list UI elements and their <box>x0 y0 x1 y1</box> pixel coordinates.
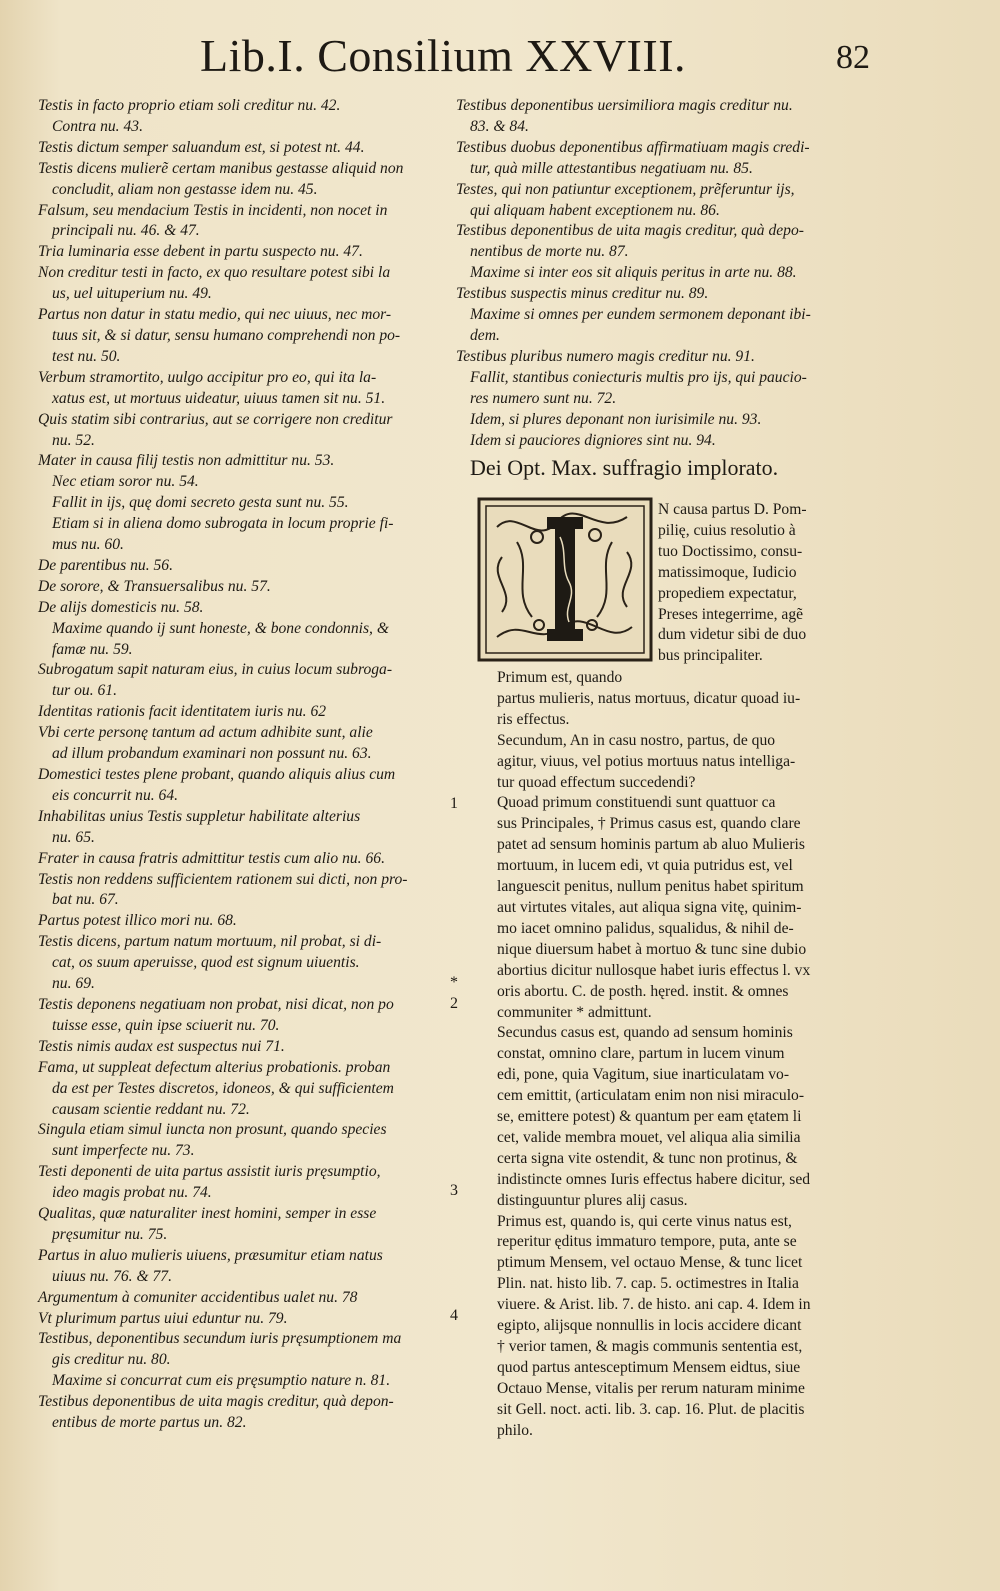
index-entry: Testis dictum semper saluandum est, si potest nt. 44. <box>38 138 365 156</box>
index-entry: Testi deponenti de uita partus assistit iuris pręsumptio, <box>38 1163 381 1181</box>
body-text <box>497 668 853 1442</box>
body-line: tur quoad effectum succedendi? <box>497 773 696 791</box>
index-entry: cat, os suum aperuisse, quod est signum uiuentis. <box>52 954 360 972</box>
index-entry: dem. <box>470 326 500 344</box>
body-line: agitur, viuus, vel potius mortuus natus intelliga- <box>497 752 796 770</box>
summary-index-right <box>456 96 850 451</box>
index-entry: sunt imperfecte nu. 73. <box>52 1142 195 1160</box>
body-line: cem emittit, (articulatam enim non nisi miraculo- <box>497 1087 805 1105</box>
index-entry: Qualitas, quæ naturaliter inest homini, semper in esse <box>38 1205 377 1223</box>
index-entry: Testibus, deponentibus secundum iuris pręsumptionem ma <box>38 1330 402 1348</box>
body-line: philo. <box>497 1421 533 1439</box>
index-entry: Fallit in ijs, quę domi secreto gesta sunt nu. 55. <box>52 494 349 512</box>
index-entry: Tria luminaria esse debent in partu suspecto nu. 47. <box>38 243 363 261</box>
index-entry: tuus sit, & si datur, sensu humano comprehendi non po- <box>52 326 401 344</box>
index-entry: nu. 65. <box>52 828 95 846</box>
index-entry: nentibus de morte nu. 87. <box>470 243 629 261</box>
body-line: patet ad sensum hominis partum ab aluo Mulieris <box>497 836 805 854</box>
intro-line: N causa partus D. Pom- <box>658 501 807 518</box>
body-line: sus Principales, † Primus casus est, quando clare <box>497 815 801 833</box>
index-entry: Singula etiam simul iuncta non prosunt, quando species <box>38 1121 387 1139</box>
body-line: cet, valide membra mouet, vel aliqua alia similia <box>497 1128 801 1146</box>
intro-line: propediem expectatur, <box>658 584 797 602</box>
index-entry: Testibus pluribus numero magis creditur nu. 91. <box>456 347 755 365</box>
body-line: mo iacet omnino palidus, squalidus, & nihil de- <box>497 919 794 937</box>
index-entry: Testibus duobus deponentibus affirmatiuam magis credi- <box>456 138 810 156</box>
index-entry: Domestici testes plene probant, quando aliquis alius cum <box>38 766 396 783</box>
index-entry: 83. & 84. <box>470 117 529 135</box>
index-entry: qui aliquam habent exceptionem nu. 86. <box>470 201 720 219</box>
body-line: Primus est, quando is, qui certe vinus natus est, <box>497 1212 792 1230</box>
margin-number-4: 4 <box>450 1307 458 1324</box>
index-entry: tur ou. 61. <box>52 682 117 700</box>
index-entry: Testes, qui non patiuntur exceptionem, prẽferuntur ijs, <box>456 180 795 198</box>
index-entry: Testis deponens negatiuam non probat, nisi dicat, non po <box>38 995 394 1013</box>
index-entry: nu. 69. <box>52 975 95 993</box>
body-line: ptimum Mensem, vel octauo Mense, & tunc licet <box>497 1254 803 1272</box>
index-entry: Vt plurimum partus uiui eduntur nu. 79. <box>38 1309 288 1327</box>
index-entry: res numero sunt nu. 72. <box>470 389 617 407</box>
margin-number-2: 2 <box>450 995 458 1012</box>
index-entry: pręsumitur nu. 75. <box>52 1225 168 1243</box>
index-entry: tuisse esse, quin ipse sciuerit nu. 70. <box>52 1016 280 1034</box>
body-line: partus mulieris, natus mortuus, dicatur quoad iu- <box>497 689 801 707</box>
index-entry: tur, quà mille attestantibus negatiuam nu. 85. <box>470 159 753 177</box>
index-entry: Verbum stramortito, uulgo accipitur pro eo, qui ita la- <box>38 368 377 386</box>
index-entry: Mater in causa filij testis non admittitur nu. 53. <box>38 452 335 470</box>
index-entry: ideo magis probat nu. 74. <box>52 1184 212 1202</box>
index-entry: Testibus deponentibus de uita magis creditur, quà depo- <box>456 222 804 240</box>
index-entry: us, uel uituperium nu. 49. <box>52 285 212 303</box>
body-line: constat, omnino clare, partum in lucem vinum <box>497 1045 785 1063</box>
index-entry: Etiam si in aliena domo subrogata in locum proprie fi- <box>52 515 394 533</box>
intro-line: dum videtur sibi de duo <box>658 626 807 644</box>
index-entry: Testis nimis audax est suspectus nui 71. <box>38 1037 285 1055</box>
intro-line: matissimoque, Iudicio <box>658 563 797 581</box>
index-entry: Idem si pauciores digniores sint nu. 94. <box>470 431 716 449</box>
body-line: Octauo Mense, vitalis per rerum naturam minime <box>497 1379 805 1397</box>
body-line: abortius dicitur nullosque habet iuris effectus l. vx <box>497 961 811 979</box>
index-entry: Quis statim sibi contrarius, aut se corrigere non creditur <box>38 410 393 428</box>
body-line: Primum est, quando <box>497 669 623 686</box>
summary-index-left <box>38 96 438 1434</box>
index-entry: Frater in causa fratris admittitur testis cum alio nu. 66. <box>38 849 385 867</box>
body-line: Secundus casus est, quando ad sensum hominis <box>497 1024 793 1042</box>
index-entry: nu. 52. <box>52 431 95 449</box>
index-entry: Inhabilitas unius Testis suppletur habilitate alterius <box>38 807 361 825</box>
index-entry: Identitas rationis facit identitatem iuris nu. 62 <box>38 703 327 721</box>
body-line: sit Gell. noct. acti. lib. 3. cap. 16. Plut. de placitis <box>497 1400 805 1418</box>
index-entry: Testis dicens, partum natum mortuum, nil probat, si di- <box>38 933 382 951</box>
body-line: edi, pone, quia Vagitum, siue inarticulatam vo- <box>497 1066 790 1084</box>
body-line: reperitur ęditus immaturo tempore, puta, ante se <box>497 1233 797 1251</box>
index-entry: De parentibus nu. 56. <box>38 556 173 574</box>
margin-asterisk: * <box>450 974 458 991</box>
decorated-initial-i <box>477 497 653 662</box>
index-entry: Maxime si inter eos sit aliquis peritus in arte nu. 88. <box>470 264 797 282</box>
index-entry: Testibus deponentibus de uita magis creditur, quà depon- <box>38 1393 394 1411</box>
index-entry: Nec etiam soror nu. 54. <box>52 473 199 491</box>
page-number: 82 <box>836 39 870 76</box>
index-entry: principali nu. 46. & 47. <box>52 222 200 240</box>
index-entry: De sorore, & Transuersalibus nu. 57. <box>38 577 271 595</box>
index-entry: Fama, ut suppleat defectum alterius probationis. proban <box>38 1058 391 1076</box>
index-entry: uiuus nu. 76. & 77. <box>52 1267 172 1285</box>
body-line: distinguuntur plures alij casus. <box>497 1191 688 1209</box>
index-entry: Maxime si concurrat cum eis pręsumptio nature n. 81. <box>52 1372 391 1390</box>
index-entry: Testis non reddens sufficientem rationem sui dicti, non pro- <box>38 870 408 888</box>
index-entry: Testis in facto proprio etiam soli creditur nu. 42. <box>38 97 341 114</box>
body-line: Quoad primum constituendi sunt quattuor ca <box>497 794 776 812</box>
index-entry: famæ nu. 59. <box>52 640 133 658</box>
intro-line: Preses integerrime, agẽ <box>658 605 804 623</box>
index-entry: ad illum probandum examinari non possunt nu. 63. <box>52 745 372 763</box>
body-line: oris abortu. C. de posth. hęred. instit. & omnes <box>497 982 789 1000</box>
body-line: nique diuersum habet à mortuo & tunc sine dubio <box>497 940 807 958</box>
body-line: viuere. & Arist. lib. 7. de histo. ani cap. 4. Idem in <box>497 1296 811 1314</box>
index-entry: Maxime si omnes per eundem sermonem deponant ibi- <box>470 306 811 324</box>
index-entry: causam scientie reddant nu. 72. <box>52 1100 250 1118</box>
index-entry: Maxime quando ij sunt honeste, & bone condonnis, & <box>52 619 389 637</box>
index-entry: Vbi certe personę tantum ad actum adhibite sunt, alie <box>38 724 373 742</box>
body-line: † verior tamen, & magis communis sententia est, <box>497 1338 803 1355</box>
index-entry: Subrogatum sapit naturam eius, in cuius locum subroga- <box>38 661 393 679</box>
body-line: indistincte omnes Iuris effectus habere dicitur, sed <box>497 1170 811 1188</box>
page-title: Lib.I. Consilium XXVIII. <box>200 30 687 81</box>
body-line: egipto, alijsque nonnullis in locis accidere dicant <box>497 1317 802 1335</box>
intro-line: pilię, cuius resolutio à <box>658 521 796 539</box>
margin-number-1: 1 <box>450 795 458 812</box>
index-entry: Contra nu. 43. <box>52 117 143 135</box>
index-entry: Falsum, seu mendacium Testis in incidenti, non nocet in <box>38 201 388 219</box>
index-entry: xatus est, ut mortuus uideatur, uiuus tamen sit nu. 51. <box>52 389 386 407</box>
index-entry: entibus de morte partus un. 82. <box>52 1414 247 1432</box>
index-entry: Testibus suspectis minus creditur nu. 89. <box>456 285 709 303</box>
intro-line: bus principaliter. <box>658 647 763 665</box>
index-entry: De alijs domesticis nu. 58. <box>38 598 204 616</box>
section-heading: Dei Opt. Max. suffragio implorato. <box>470 455 779 480</box>
index-entry: Testibus deponentibus uersimiliora magis creditur nu. <box>456 97 793 114</box>
body-line: aut virtutes vitales, aut aliqua signa vitę, quinim- <box>497 898 802 916</box>
index-entry: Partus potest illico mori nu. 68. <box>38 912 237 930</box>
index-entry: concludit, aliam non gestasse idem nu. 45. <box>52 180 318 198</box>
index-entry: gis creditur nu. 80. <box>52 1351 171 1369</box>
body-line: mortuum, in lucem edi, vt quia putridus est, vel <box>497 857 793 875</box>
running-header <box>200 28 870 84</box>
index-entry: Fallit, stantibus coniecturis multis pro ijs, qui paucio- <box>470 368 807 386</box>
index-entry: bat nu. 67. <box>52 891 119 909</box>
index-entry: Non creditur testi in facto, ex quo resultare potest sibi la <box>38 264 391 282</box>
body-line: Secundum, An in casu nostro, partus, de quo <box>497 731 776 749</box>
body-line: se, emittere potest) & quantum per eam ętatem li <box>497 1108 802 1126</box>
body-line: Plin. nat. histo lib. 7. cap. 5. octimestres in Italia <box>497 1275 799 1293</box>
margin-number-3: 3 <box>450 1182 458 1199</box>
body-line: certa signa vite ostendit, & tunc non protinus, & <box>497 1149 798 1167</box>
index-entry: Argumentum à comuniter accidentibus ualet nu. 78 <box>38 1288 358 1306</box>
body-line: languescit penitus, nullum penitus habet spiritum <box>497 878 804 896</box>
index-entry: Partus in aluo mulieris uiuens, præsumitur etiam natus <box>38 1246 383 1264</box>
index-entry: Testis dicens mulierẽ certam manibus gestasse aliquid non <box>38 159 404 177</box>
index-entry: mus nu. 60. <box>52 536 124 554</box>
index-entry: Partus non datur in statu medio, qui nec uiuus, nec mor- <box>38 306 392 324</box>
index-entry: da est per Testes discretos, idoneos, & qui sufficientem <box>52 1079 394 1097</box>
index-entry: test nu. 50. <box>52 347 121 365</box>
index-entry: Idem, si plures deponant non iurisimile nu. 93. <box>470 410 762 428</box>
index-entry: eis concurrit nu. 64. <box>52 786 179 804</box>
body-line: quod partus antesceptimum Mensem eidtus, siue <box>497 1358 801 1376</box>
intro-paragraph <box>658 500 853 667</box>
body-line: communiter * admittunt. <box>497 1003 652 1021</box>
intro-line: tuo Doctissimo, consu- <box>658 542 803 560</box>
body-line: ris effectus. <box>497 710 570 728</box>
